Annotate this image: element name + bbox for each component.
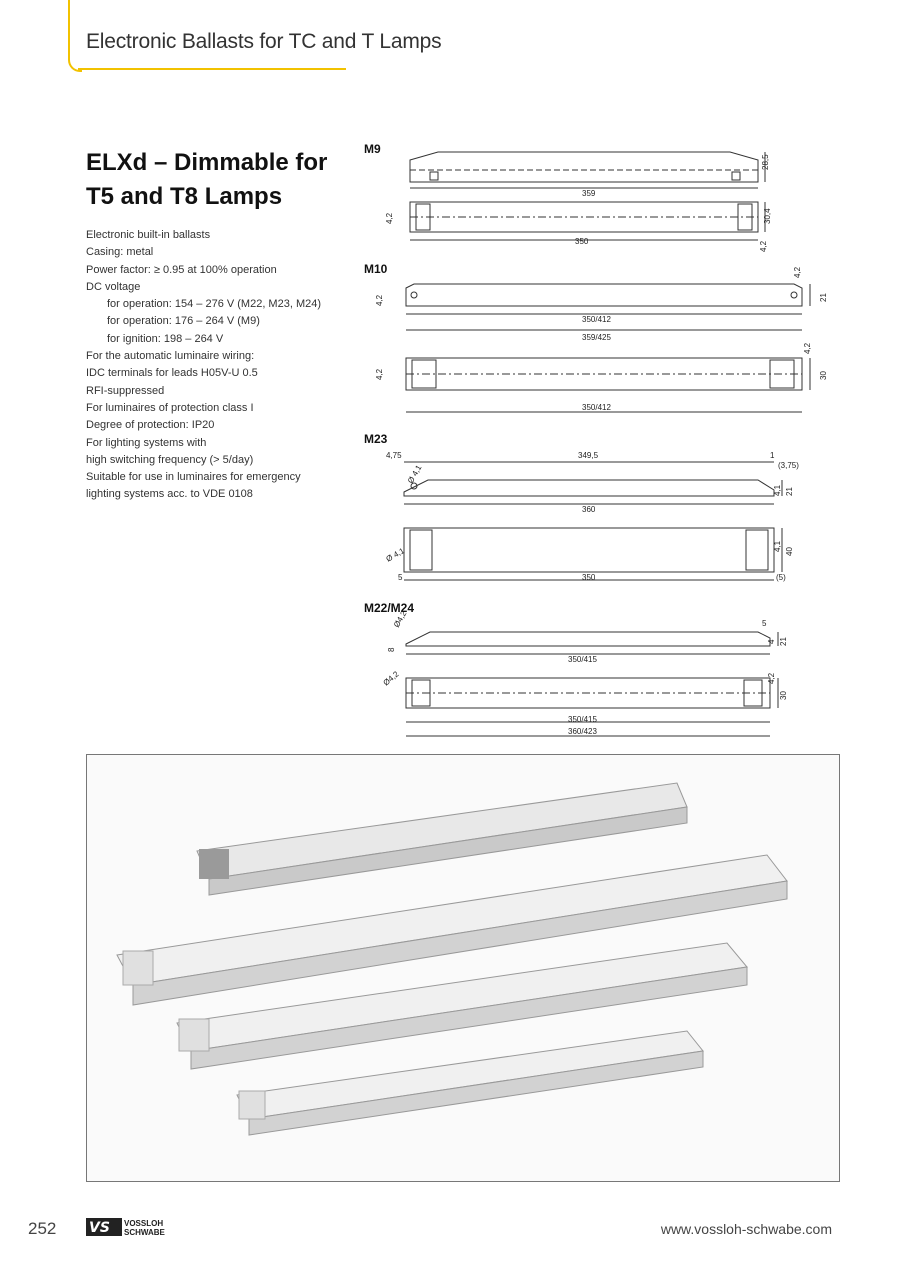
header-accent-line <box>68 0 70 58</box>
technical-drawings <box>370 140 830 746</box>
spec-item: Degree of protection: IP20 <box>86 419 215 432</box>
drawing-label-m10: M10 <box>364 262 388 276</box>
m9-side-view <box>410 152 765 188</box>
product-photo <box>86 754 840 1182</box>
m23-dim-h1: 21 <box>785 487 794 496</box>
m9-dim-h1: 28,5 <box>761 154 770 170</box>
m22-side-view <box>406 632 778 654</box>
ballast-illustration <box>87 755 839 1181</box>
m23-dim-hole: Ø 4,1 <box>405 463 424 485</box>
brand-logo <box>86 1216 166 1243</box>
page-number: 252 <box>28 1219 57 1238</box>
m23-dim-b: 349,5 <box>578 451 599 460</box>
spec-item: IDC terminals for leads H05V-U 0.5 <box>86 367 258 380</box>
m9-dim-h2: 30,4 <box>763 208 772 224</box>
m10-dim-offset-right: 4,2 <box>793 266 802 278</box>
m10-dim-h1: 21 <box>819 293 828 302</box>
drawing-label-m23: M23 <box>364 432 388 446</box>
product-title-line2: T5 and T8 Lamps <box>86 183 283 210</box>
m22-dim-a: 5 <box>762 619 767 628</box>
m23-dim-f: 4,1 <box>773 540 782 552</box>
m23-side-view <box>404 480 782 504</box>
m10-dim-offset-right2: 4,2 <box>803 342 812 354</box>
m9-dim-offset-right: 4,2 <box>759 240 768 252</box>
m10-dim-l1: 350/412 <box>582 315 611 324</box>
spec-item: for operation: 176 – 264 V (M9) <box>107 315 260 328</box>
m22-dim-c: 8 <box>387 647 396 652</box>
spec-item: For lighting systems with <box>86 436 207 449</box>
m22-dim-hole: Ø4,2 <box>391 609 409 629</box>
m22-dim-l1: 350/415 <box>568 655 597 664</box>
m22-dim-l2: 350/415 <box>568 715 597 724</box>
m23-dim-h: (5) <box>776 573 786 582</box>
drawing-label-m9: M9 <box>364 142 381 156</box>
spec-item: For the automatic luminaire wiring: <box>86 350 255 363</box>
m22-dim-hole2: Ø4,2 <box>381 669 401 688</box>
drawing-label-m22-m24: M22/M24 <box>364 601 415 615</box>
m23-dim-g: 5 <box>398 573 403 582</box>
m23-dim-l1: 360 <box>582 505 596 514</box>
m22-dim-l3: 360/423 <box>568 727 597 736</box>
m23-dim-hole2: Ø 4,1 <box>384 546 406 564</box>
m23-dim-e: 4,1 <box>773 484 782 496</box>
m9-dim-length-bottom: 350 <box>575 237 589 246</box>
m23-dim-c: 1 <box>770 451 775 460</box>
spec-item: Power factor: ≥ 0.95 at 100% operation <box>86 263 277 276</box>
page-title: Electronic Ballasts for TC and T Lamps <box>86 30 442 53</box>
spec-item: lighting systems acc. to VDE 0108 <box>86 488 253 501</box>
spec-item: DC voltage <box>86 280 141 293</box>
spec-item: for ignition: 198 – 264 V <box>107 332 224 345</box>
logo-line1: VOSSLOH <box>124 1219 164 1228</box>
product-title-line1: ELXd – Dimmable for <box>86 149 328 176</box>
m23-dim-h2: 40 <box>785 547 794 556</box>
spec-item: Casing: metal <box>86 246 154 259</box>
spec-item: high switching frequency (> 5/day) <box>86 453 254 466</box>
m10-dim-l2: 359/425 <box>582 333 611 342</box>
header-accent-underline <box>78 68 346 70</box>
spec-item: Suitable for use in luminaires for emergency <box>86 471 301 484</box>
m22-dim-h2: 30 <box>779 691 788 700</box>
m9-dim-offset-left: 4,2 <box>385 212 394 224</box>
m9-dim-length-top: 359 <box>582 189 596 198</box>
m22-dim-b: 4 <box>767 639 776 644</box>
spec-item: for operation: 154 – 276 V (M22, M23, M24) <box>107 298 322 311</box>
m10-dim-offset-left2: 4,2 <box>375 368 384 380</box>
m10-dim-l3: 350/412 <box>582 403 611 412</box>
m23-dim-a: 4,75 <box>386 451 402 460</box>
website-url: www.vossloh-schwabe.com <box>660 1221 832 1237</box>
logo-icon <box>86 1216 166 1238</box>
m23-dim-d: (3,75) <box>778 461 799 470</box>
m9-top-view <box>410 202 765 240</box>
spec-item: For luminaires of protection class I <box>86 401 254 414</box>
m22-dim-d: 4,2 <box>767 672 776 684</box>
m23-dim-l2: 350 <box>582 573 596 582</box>
m10-dim-h2: 30 <box>819 371 828 380</box>
spec-item: Electronic built-in ballasts <box>86 229 211 241</box>
spec-item: RFI-suppressed <box>86 384 165 397</box>
logo-mark: VS <box>89 1220 110 1236</box>
m22-dim-h1: 21 <box>779 637 788 646</box>
product-title <box>86 146 356 214</box>
m10-dim-offset-left: 4,2 <box>375 294 384 306</box>
spec-list <box>86 227 356 504</box>
logo-line2: SCHWABE <box>124 1228 165 1237</box>
